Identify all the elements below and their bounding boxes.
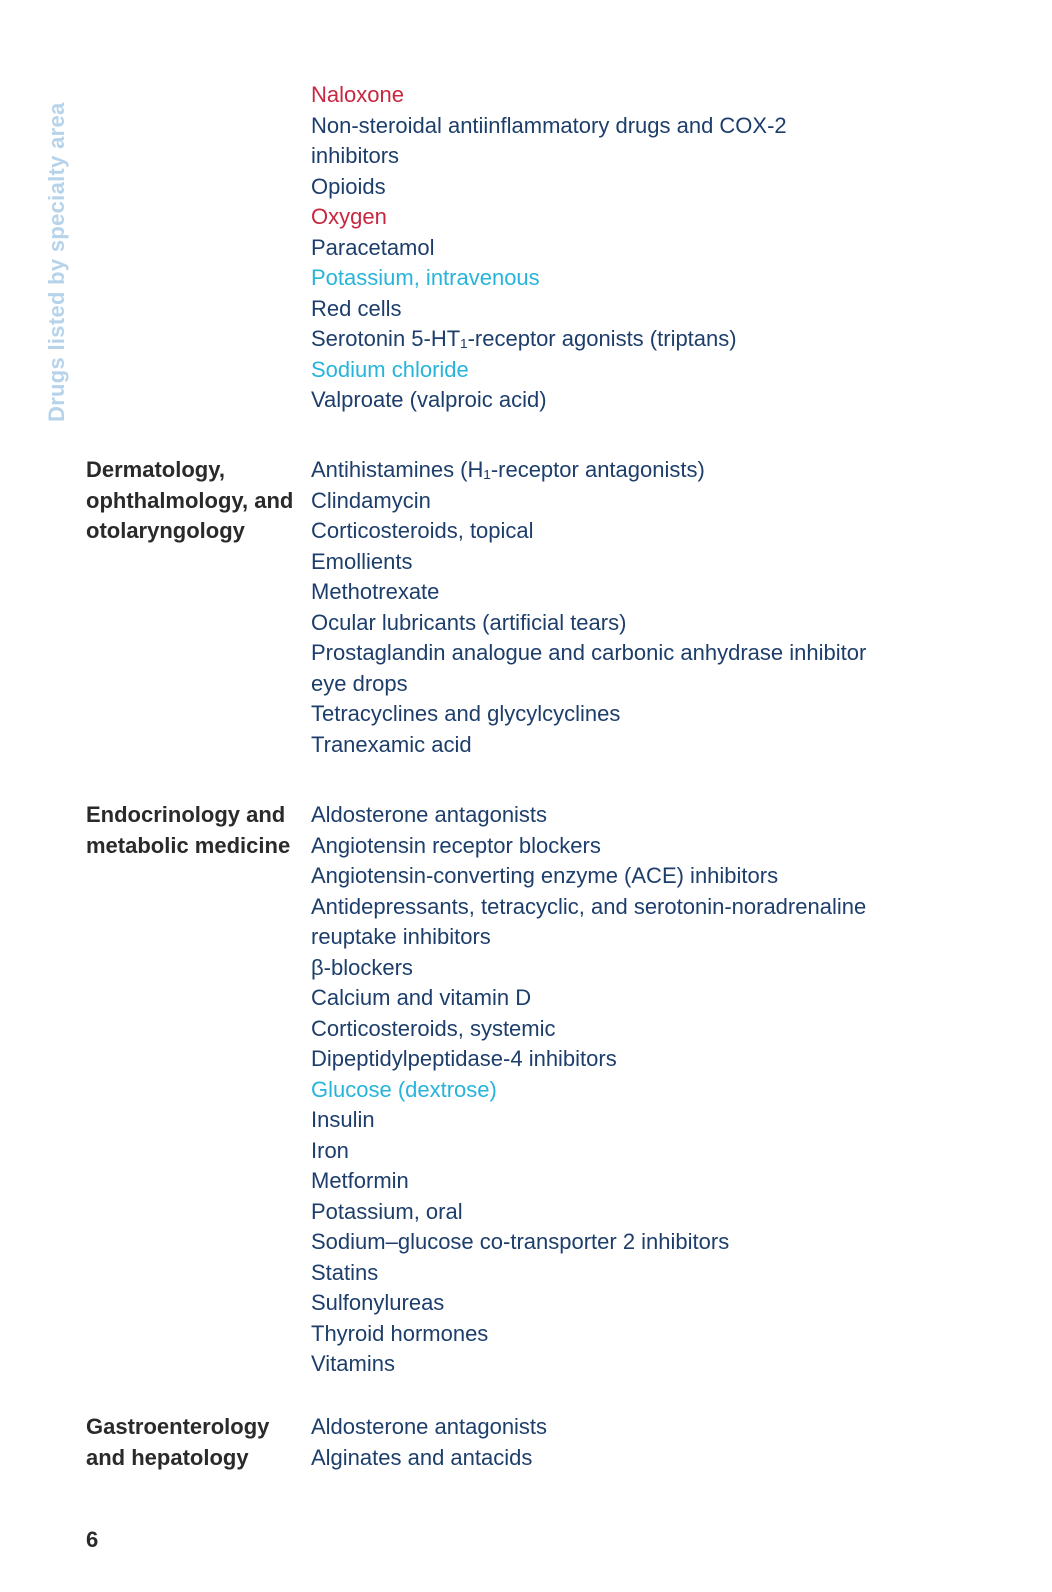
drug-item: β-blockers: [311, 954, 413, 980]
drug-item: Potassium, oral: [311, 1198, 463, 1224]
drug-list: [311, 1412, 931, 1473]
drug-item: Angiotensin receptor blockers: [311, 832, 601, 858]
drug-item: Antidepressants, tetracyclic, and serotonin-noradrenaline: [311, 893, 867, 919]
drug-item: reuptake inhibitors: [311, 924, 491, 949]
drug-item: Alginates and antacids: [311, 1444, 533, 1470]
drug-item: Opioids: [311, 173, 386, 199]
page-number: 6: [86, 1527, 99, 1552]
drug-item: Naloxone: [311, 82, 404, 107]
drug-item: Potassium, intravenous: [311, 265, 540, 290]
drug-list: [311, 80, 931, 416]
drug-item: Valproate (valproic acid): [311, 387, 547, 412]
drug-item: inhibitors: [311, 143, 400, 168]
drug-item: Aldosterone antagonists: [311, 1414, 548, 1439]
drug-item: Corticosteroids, topical: [311, 518, 534, 543]
specialty-heading: Endocrinology and metabolic medicine: [86, 802, 291, 858]
drug-item: Paracetamol: [311, 234, 435, 260]
specialty-heading: Gastroenterology and hepatology: [86, 1414, 270, 1470]
drug-item: Clindamycin: [311, 487, 431, 513]
drug-item: Emollients: [311, 548, 413, 574]
drug-item: Methotrexate: [311, 579, 440, 604]
drug-item: Red cells: [311, 295, 402, 321]
drug-item: Tranexamic acid: [311, 731, 472, 757]
drug-item: Tetracyclines and glycylcyclines: [311, 701, 621, 726]
drug-item: Sodium chloride: [311, 356, 469, 382]
drug-item: Serotonin 5-HT₁-receptor agonists (triptans): [311, 326, 737, 351]
drug-item: Statins: [311, 1259, 379, 1285]
drug-item: Sodium–glucose co-transporter 2 inhibitors: [311, 1229, 730, 1254]
drug-item: Thyroid hormones: [311, 1320, 489, 1346]
drug-item: Corticosteroids, systemic: [311, 1015, 556, 1041]
drug-item: Prostaglandin analogue and carbonic anhydrase inhibitor: [311, 640, 867, 665]
drug-item: Metformin: [311, 1168, 409, 1193]
drug-item: Oxygen: [311, 204, 387, 229]
drug-item: eye drops: [311, 670, 408, 696]
drug-item: Antihistamines (H₁-receptor antagonists): [311, 457, 705, 482]
drug-item: Glucose (dextrose): [311, 1076, 497, 1102]
drug-item: Dipeptidylpeptidase-4 inhibitors: [311, 1046, 617, 1071]
drug-list: [311, 800, 931, 1380]
drug-item: Non-steroidal antiinflammatory drugs and COX-2: [311, 112, 787, 138]
side-label: Drugs listed by specialty area: [44, 102, 69, 422]
drug-list: [311, 455, 931, 760]
drug-item: Angiotensin-converting enzyme (ACE) inhibitors: [311, 863, 779, 888]
drug-item: Sulfonylureas: [311, 1290, 445, 1315]
drug-item: Ocular lubricants (artificial tears): [311, 609, 627, 635]
drug-item: Aldosterone antagonists: [311, 802, 548, 827]
drug-item: Insulin: [311, 1107, 375, 1132]
drug-item: Calcium and vitamin D: [311, 985, 532, 1010]
drug-item: Iron: [311, 1137, 349, 1163]
specialty-heading: Dermatology, ophthalmology, and otolaryngology: [86, 457, 294, 543]
drug-item: Vitamins: [311, 1351, 395, 1376]
